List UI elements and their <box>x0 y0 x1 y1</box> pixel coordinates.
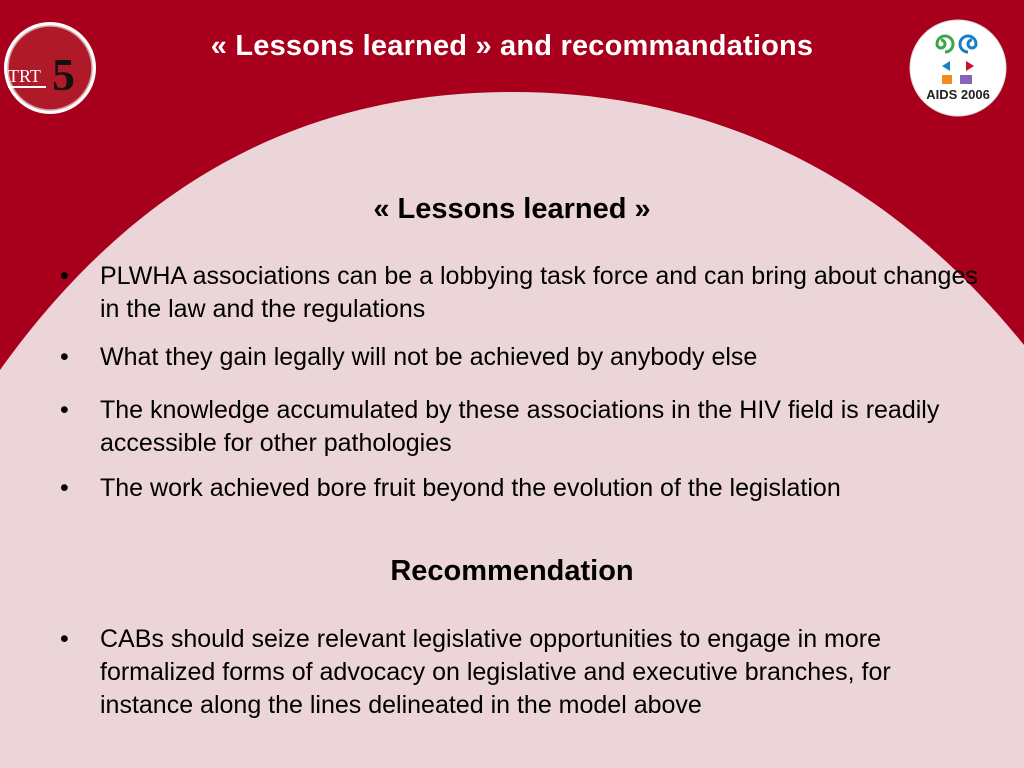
lessons-list <box>58 260 978 505</box>
trt-logo-text: TRT <box>8 66 41 86</box>
slide-title: « Lessons learned » and recommandations <box>210 30 814 62</box>
list-item-text: CABs should seize relevant legislative opportunities to engage in more formalized forms of advocacy on legislative and executive branches, for instance along the lines delineated in the model above <box>100 625 891 719</box>
bullet-icon: • <box>60 343 69 371</box>
list-item-text: What they gain legally will not be achieved by anybody else <box>100 343 758 371</box>
aids-logo-text: AIDS 2006 <box>926 87 990 102</box>
list-item-text: The knowledge accumulated by these associations in the HIV field is readily accessible for other pathologies <box>100 396 940 457</box>
list-item <box>58 472 978 505</box>
bullet-icon: • <box>60 396 69 424</box>
bullet-icon: • <box>60 474 69 502</box>
list-item <box>58 623 978 722</box>
list-item <box>58 394 978 460</box>
recommendation-heading: Recommendation <box>390 555 634 587</box>
lessons-learned-heading: « Lessons learned » <box>373 193 651 225</box>
trt-logo-number: 5 <box>52 49 75 100</box>
purple-block-icon <box>960 75 972 84</box>
orange-block-icon <box>942 75 952 84</box>
bullet-icon: • <box>60 262 69 290</box>
aids-2006-logo <box>908 18 1008 118</box>
recommendation-list <box>58 623 978 722</box>
list-item <box>58 341 978 374</box>
list-item <box>58 260 978 326</box>
trt5-logo <box>2 20 98 116</box>
bullet-icon: • <box>60 625 69 653</box>
list-item-text: The work achieved bore fruit beyond the evolution of the legislation <box>100 474 841 502</box>
list-item-text: PLWHA associations can be a lobbying task force and can bring about changes in the law and the regulations <box>100 262 978 323</box>
